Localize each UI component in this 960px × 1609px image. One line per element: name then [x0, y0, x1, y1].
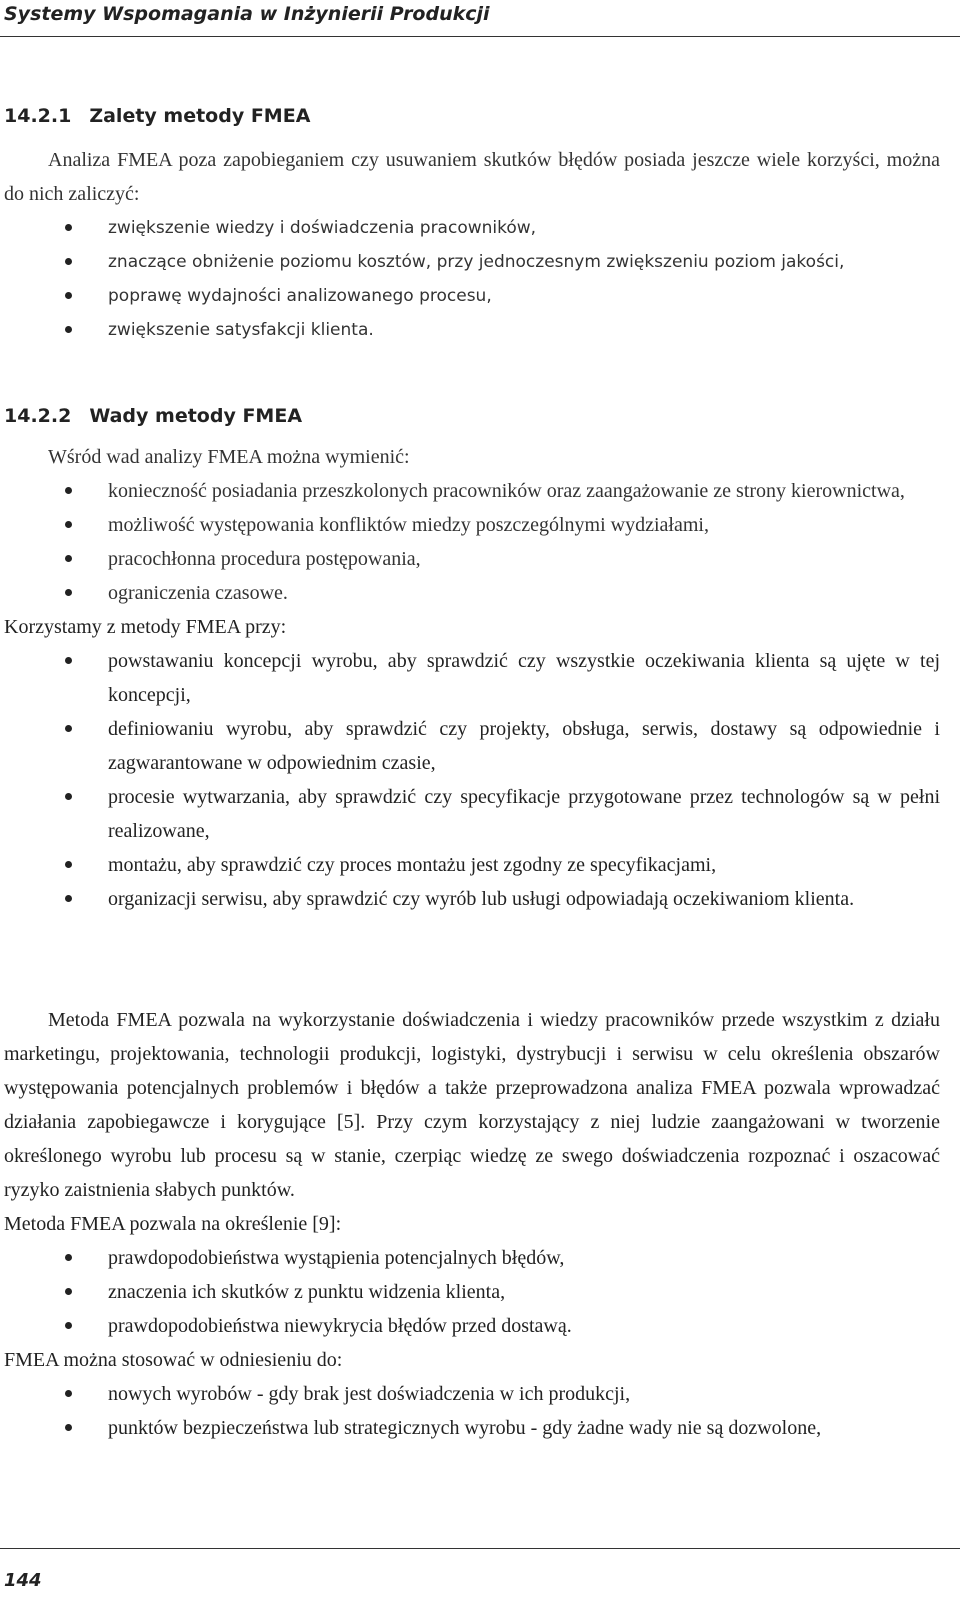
section-heading-advantages [4, 102, 310, 130]
usage-list [4, 644, 940, 916]
list-item: pracochłonna procedura postępowania, [4, 542, 940, 576]
list-item: konieczność posiadania przeszkolonych pracowników oraz zaangażowanie ze strony kierownictwa, [4, 474, 940, 508]
disadvantages-section [4, 440, 940, 916]
list-item: montażu, aby sprawdzić czy proces montażu jest zgodny ze specyfikacjami, [4, 848, 940, 882]
advantages-intro: Analiza FMEA poza zapobieganiem czy usuwaniem skutków błędów posiada jeszcze wiele korzyści, można do nich zaliczyć: [4, 149, 940, 205]
section-title: Zalety metody FMEA [89, 105, 311, 127]
usage-intro: Korzystamy z metody FMEA przy: [4, 616, 287, 638]
disadvantages-list [4, 474, 940, 610]
advantages-list [4, 211, 940, 347]
apply-intro: FMEA można stosować w odniesieniu do: [4, 1349, 343, 1371]
list-item: znaczące obniżenie poziomu kosztów, przy jednoczesnym zwiększeniu poziom jakości, [4, 245, 940, 279]
list-item: punktów bezpieczeństwa lub strategicznych wyrobu - gdy żadne wady nie są dozwolone, [4, 1411, 940, 1445]
list-item: organizacji serwisu, aby sprawdzić czy wyrób lub usługi odpowiadają oczekiwaniom klienta. [4, 882, 940, 916]
list-item: możliwość występowania konfliktów miedzy poszczególnymi wydziałami, [4, 508, 940, 542]
section-heading-disadvantages [4, 402, 302, 430]
list-item: zwiększenie satysfakcji klienta. [4, 313, 940, 347]
body-paragraph: Metoda FMEA pozwala na wykorzystanie doświadczenia i wiedzy pracowników przede wszystkim z działu marketingu, projektowania, technologii produkcji, logistyki, dystrybucji i serwisu w celu określenia obszarów występowania potencjalnych problemów i błędów a także przeprowadzona analiza FMEA pozwala wprowadzać działania zapobiegawcze i korygujące [5]. Przy czym korzystający z niej ludzie zaangażowani w tworzenie określonego wyrobu lub procesu są w stanie, czerpiąc wiedzę ze swego doświadczenia rozpoznać i oszacować ryzyko zaistnienia słabych punktów. [4, 1009, 940, 1201]
footer-rule [0, 1548, 960, 1549]
list-item: zwiększenie wiedzy i doświadczenia pracowników, [4, 211, 940, 245]
disadvantages-intro: Wśród wad analizy FMEA można wymienić: [48, 446, 410, 468]
running-header: Systemy Wspomagania w Inżynierii Produkcji [4, 3, 490, 25]
list-item: definiowaniu wyrobu, aby sprawdzić czy projekty, obsługa, serwis, dostawy są odpowiednie i zagwarantowane w odpowiednim czasie, [4, 712, 940, 780]
section-title: Wady metody FMEA [89, 405, 303, 427]
list-item: znaczenia ich skutków z punktu widzenia klienta, [4, 1275, 940, 1309]
section-number: 14.2.1 [4, 105, 72, 127]
list-item: ograniczenia czasowe. [4, 576, 940, 610]
determine-intro: Metoda FMEA pozwala na określenie [9]: [4, 1213, 342, 1235]
list-item: poprawę wydajności analizowanego procesu, [4, 279, 940, 313]
page-number: 144 [4, 1570, 42, 1591]
list-item: powstawaniu koncepcji wyrobu, aby sprawdzić czy wszystkie oczekiwania klienta są ujęte w tej koncepcji, [4, 644, 940, 712]
advantages-section [4, 143, 940, 347]
body-section [4, 1003, 940, 1445]
list-item: procesie wytwarzania, aby sprawdzić czy specyfikacje przygotowane przez technologów są w pełni realizowane, [4, 780, 940, 848]
determine-list [4, 1241, 940, 1343]
section-number: 14.2.2 [4, 405, 72, 427]
list-item: nowych wyrobów - gdy brak jest doświadczenia w ich produkcji, [4, 1377, 940, 1411]
apply-list [4, 1377, 940, 1445]
header-rule [0, 36, 960, 37]
list-item: prawdopodobieństwa wystąpienia potencjalnych błędów, [4, 1241, 940, 1275]
list-item: prawdopodobieństwa niewykrycia błędów przed dostawą. [4, 1309, 940, 1343]
